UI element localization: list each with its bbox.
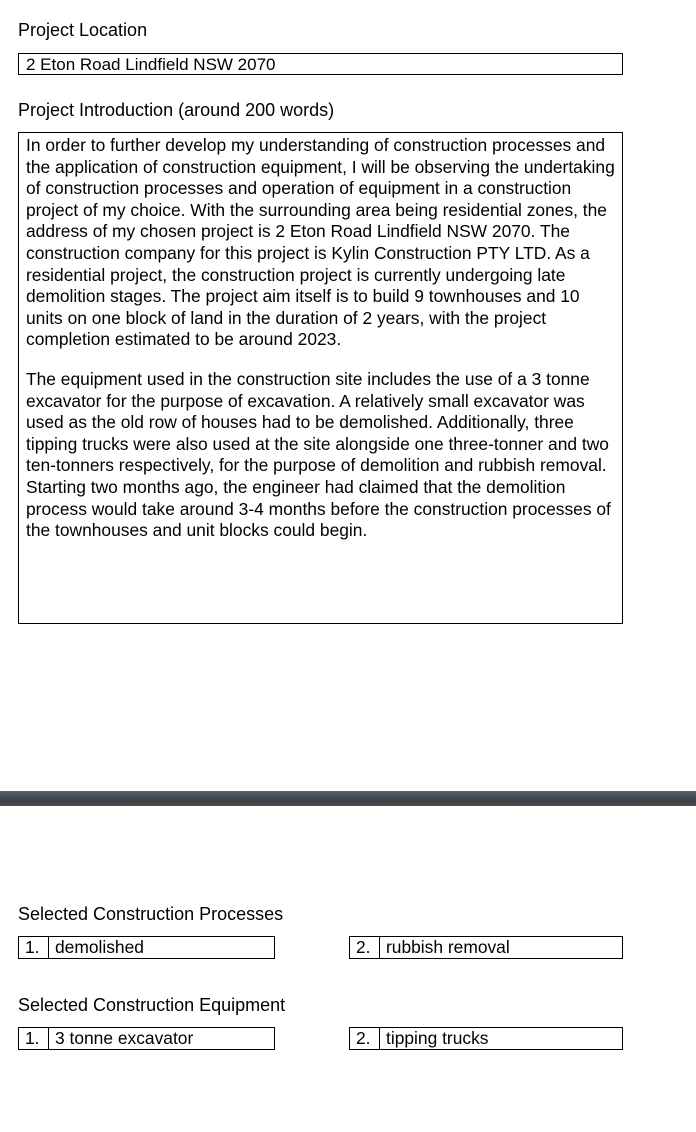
equipment-value-1: 3 tonne excavator	[55, 1028, 194, 1048]
project-introduction-label: Project Introduction (around 200 words)	[18, 100, 335, 120]
equipment-number-1: 1.	[19, 1028, 49, 1049]
construction-equipment-label: Selected Construction Equipment	[18, 995, 286, 1015]
process-value-1: demolished	[55, 937, 144, 957]
introduction-paragraph-1: In order to further develop my understanding of construction processes and the application of construction equipment, I will be observing the undertaking of construction processes and operation of equipment in a construction project of my choice. With the surrounding area being residential zones, the address of my chosen project is 2 Eton Road Lindfield NSW 2070. The construction company for this project is Kylin Construction PTY LTD. As a residential project, the construction project is currently undergoing late demolition stages. The project aim itself is to build 9 townhouses and 10 units on one block of land in the duration of 2 years, with the project completion estimated to be around 2023.	[26, 135, 615, 350]
process-field-1[interactable]	[18, 936, 275, 959]
project-introduction-field[interactable]	[18, 132, 623, 624]
introduction-paragraph-2: The equipment used in the construction site includes the use of a 3 tonne excavator for the purpose of excavation. A relatively small excavator was used as the old row of houses had to be demolished. Additionally, three tipping trucks were also used at the site alongside one three-tonner and two ten-tonners respectively, for the purpose of demolition and rubbish removal. Starting two months ago, the engineer had claimed that the demolition process would take around 3-4 months before the construction processes of the townhouses and unit blocks could begin.	[26, 368, 611, 541]
equipment-value-2: tipping trucks	[386, 1028, 489, 1048]
process-field-2[interactable]	[349, 936, 623, 959]
process-number-1: 1.	[19, 937, 49, 958]
project-location-label: Project Location	[18, 20, 148, 40]
project-location-field[interactable]: 2 Eton Road Lindfield NSW 2070	[18, 53, 623, 75]
equipment-number-2: 2.	[350, 1028, 380, 1049]
page-divider	[0, 791, 696, 806]
process-value-2: rubbish removal	[386, 937, 510, 957]
process-number-2: 2.	[350, 937, 380, 958]
equipment-field-1[interactable]	[18, 1027, 275, 1050]
construction-processes-label: Selected Construction Processes	[18, 904, 284, 924]
equipment-field-2[interactable]	[349, 1027, 623, 1050]
